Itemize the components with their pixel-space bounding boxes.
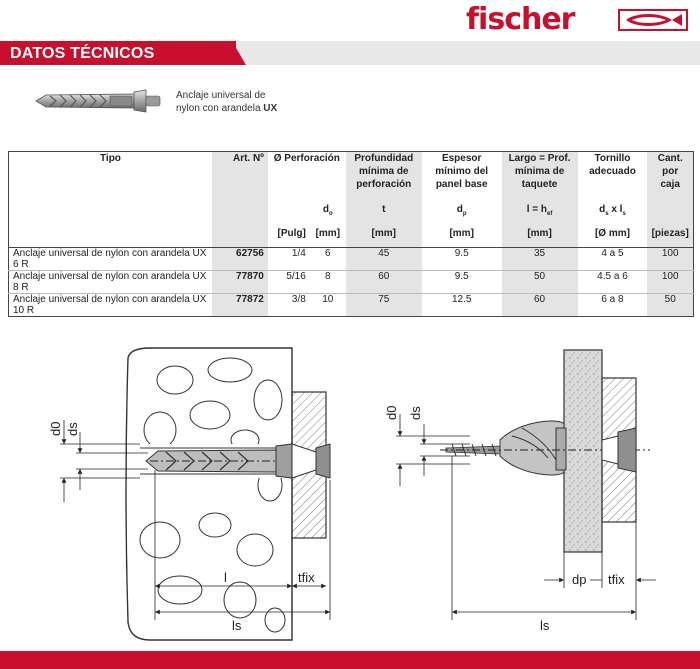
unit-mm-screw: [Ø mm] — [578, 228, 648, 248]
section-title: DATOS TÉCNICOS — [10, 45, 155, 62]
table-row — [9, 248, 694, 271]
cell-l: 50 — [502, 271, 578, 294]
installation-drawings — [0, 340, 700, 650]
cell-art: 77870 — [212, 271, 268, 294]
cell-tipo: Anclaje universal de nylon con arandela UX 6 R — [9, 248, 212, 271]
cell-t: 60 — [346, 271, 422, 294]
unit-mm-d0: [mm] — [310, 228, 346, 248]
left-label-tfix: tfix — [298, 570, 315, 585]
caption-line-2: nylon con arandela UX — [176, 103, 278, 114]
symbol-t: t — [346, 204, 422, 228]
unit-mm-dp: [mm] — [422, 228, 502, 248]
cell-screw: 6 a 8 — [601, 294, 624, 305]
header-art: Art. Nº — [212, 152, 268, 204]
symbol-l: $l = h_{ef}$ — [502, 204, 578, 228]
cell-d0: 8 — [310, 271, 346, 294]
cell-qty: 100 — [647, 271, 693, 294]
right-label-ls: ls — [540, 618, 550, 633]
caption-line-1: Anclaje universal de — [176, 90, 266, 101]
cell-screw: 4.5 a 6 — [578, 271, 648, 294]
cell-art: 62756 — [212, 248, 268, 271]
unit-mm-t: [mm] — [346, 228, 422, 248]
technical-data-table — [8, 151, 694, 317]
left-label-d0: d0 — [48, 421, 63, 436]
fish-logo-icon — [618, 9, 688, 31]
right-label-ds: ds — [408, 406, 423, 420]
cell-dp: 12.5 — [451, 294, 472, 305]
right-label-d0: d0 — [384, 405, 399, 420]
cell-tipo: Anclaje universal de nylon con arandela UX 8 R — [9, 271, 212, 294]
footer-bar — [0, 651, 700, 669]
header-tipo: Tipo — [99, 153, 121, 164]
cell-pulg: 3/8 — [291, 294, 306, 305]
cell-pulg: 5/16 — [268, 271, 310, 294]
cell-l: 60 — [502, 294, 578, 317]
left-label-ds: ds — [65, 422, 80, 436]
table-header-row — [9, 152, 694, 204]
unit-piezas: [piezas] — [647, 228, 693, 248]
symbol-d0: $d_o$ — [322, 203, 333, 217]
cell-screw: 4 a 5 — [578, 248, 648, 271]
cell-pulg: 1/4 — [268, 248, 310, 271]
symbol-dp: $d_p$ — [456, 203, 467, 217]
table-row — [9, 294, 694, 317]
left-solid-wall-drawing — [60, 348, 330, 640]
left-label-ls: ls — [232, 618, 242, 633]
cell-t: 75 — [346, 294, 422, 317]
symbol-ds-ls: $d_s$ x $l_s$ — [599, 203, 626, 217]
header-largo: Largo = Prof. mínima de taquete — [502, 152, 578, 204]
table-row — [9, 271, 694, 294]
caption-model: UX — [263, 103, 278, 114]
banner-light-band — [236, 41, 700, 65]
header-espesor: Espesor mínimo del panel base — [435, 153, 489, 190]
left-label-l: l — [224, 570, 227, 585]
product-caption — [176, 89, 277, 115]
cell-l: 35 — [502, 248, 578, 271]
right-label-dp: dp — [572, 572, 587, 587]
header-tornillo: Tornillo adecuado — [589, 153, 636, 177]
unit-pulg: [Pulg] — [268, 228, 310, 248]
cell-dp: 9.5 — [422, 248, 502, 271]
cell-dp: 9.5 — [422, 271, 502, 294]
cell-tipo: Anclaje universal de nylon con arandela UX 10 R — [13, 294, 207, 316]
header-profundidad: Profundidad mínima de perforación — [346, 152, 422, 204]
cell-qty: 100 — [647, 248, 693, 271]
unit-mm-l: [mm] — [502, 228, 578, 248]
cell-d0: 10 — [322, 294, 334, 305]
cell-art: 77872 — [212, 294, 268, 317]
right-label-tfix: tfix — [608, 572, 625, 587]
header-perforacion: Ø Perforación — [273, 153, 340, 164]
section-banner — [0, 41, 700, 65]
table-units-row — [9, 228, 694, 248]
cell-d0: 6 — [310, 248, 346, 271]
brand-logo: fischer — [466, 2, 575, 37]
anchor-product-image — [34, 88, 164, 114]
cell-t: 45 — [346, 248, 422, 271]
table-symbol-row — [9, 204, 694, 228]
cell-qty: 50 — [647, 294, 693, 317]
header-cantidad: Cant. por caja — [647, 152, 693, 204]
